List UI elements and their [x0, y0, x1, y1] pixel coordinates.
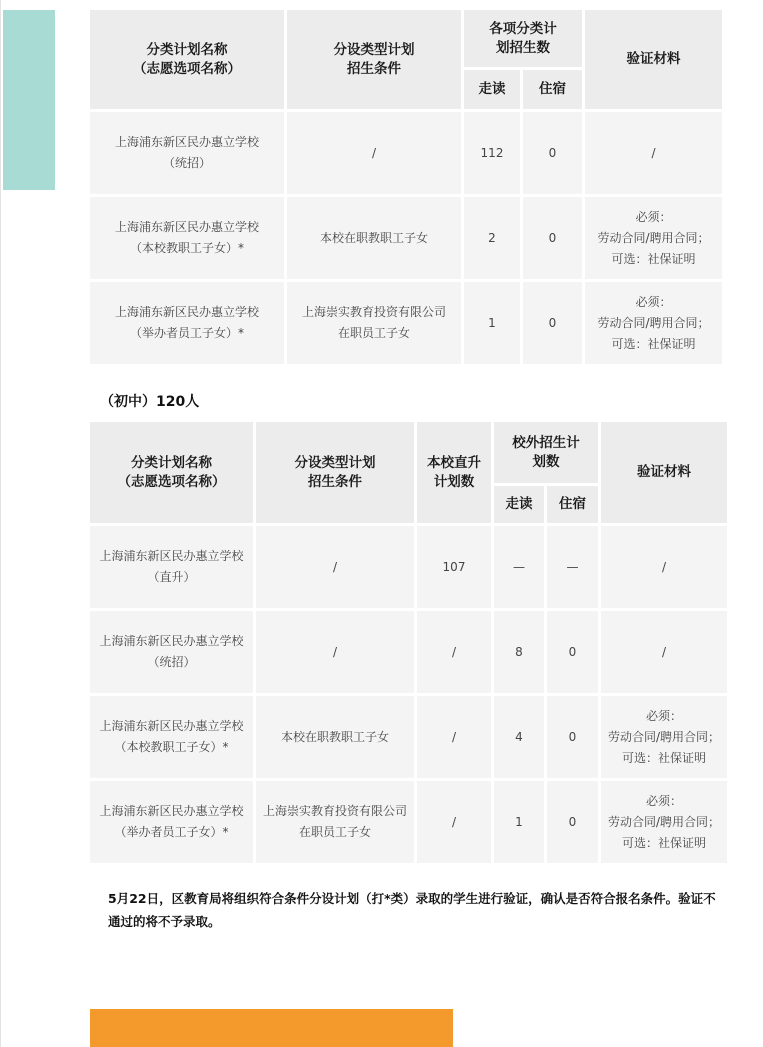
boarding-count-cell: 0	[547, 781, 598, 863]
enrollment-plan-table-1	[87, 7, 725, 367]
table-row	[90, 696, 727, 778]
materials-cell: /	[601, 611, 727, 693]
header-plan-name: 分类计划名称 （志愿选项名称）	[90, 10, 284, 109]
materials-cell: 必须： 劳动合同/聘用合同； 可选：社保证明	[585, 197, 722, 279]
table-row	[90, 611, 727, 693]
materials-cell: 必须： 劳动合同/聘用合同； 可选：社保证明	[601, 696, 727, 778]
plan-name-cell: 上海浦东新区民办惠立学校 （举办者员工子女）*	[90, 282, 284, 364]
plan-name-cell: 上海浦东新区民办惠立学校 （举办者员工子女）*	[90, 781, 253, 863]
materials-cell: 必须： 劳动合同/聘用合同； 可选：社保证明	[601, 781, 727, 863]
day-count-cell: 2	[464, 197, 520, 279]
direct-count-cell: 107	[417, 526, 491, 608]
teal-decoration-block	[3, 10, 55, 190]
header-direct-promotion: 本校直升 计划数	[417, 422, 491, 523]
day-count-cell: —	[494, 526, 544, 608]
table-row	[90, 282, 722, 364]
plan-name-cell: 上海浦东新区民办惠立学校 （本校教职工子女）*	[90, 197, 284, 279]
condition-cell: /	[256, 526, 414, 608]
boarding-count-cell: —	[547, 526, 598, 608]
orange-decoration-bar	[90, 1009, 453, 1047]
direct-count-cell: /	[417, 611, 491, 693]
direct-count-cell: /	[417, 696, 491, 778]
boarding-count-cell: 0	[523, 197, 582, 279]
plan-name-cell: 上海浦东新区民办惠立学校 （统招）	[90, 112, 284, 194]
materials-cell: /	[585, 112, 722, 194]
header-plan-count: 各项分类计 划招生数	[464, 10, 582, 67]
header-boarding: 住宿	[523, 70, 582, 109]
day-count-cell: 8	[494, 611, 544, 693]
header-enrollment-condition: 分设类型计划 招生条件	[287, 10, 461, 109]
condition-cell: /	[287, 112, 461, 194]
day-count-cell: 112	[464, 112, 520, 194]
boarding-count-cell: 0	[547, 696, 598, 778]
header-outside-enrollment: 校外招生计 划数	[494, 422, 598, 483]
header-enrollment-condition: 分设类型计划 招生条件	[256, 422, 414, 523]
direct-count-cell: /	[417, 781, 491, 863]
verification-notice: 5月22日，区教育局将组织符合条件分设计划（打*类）录取的学生进行验证，确认是否符合报名条件。验证不通过的将不予录取。	[108, 891, 716, 929]
header-verification-materials: 验证材料	[585, 10, 722, 109]
boarding-count-cell: 0	[523, 282, 582, 364]
condition-cell: 上海崇实教育投资有限公司 在职员工子女	[256, 781, 414, 863]
condition-cell: 本校在职教职工子女	[256, 696, 414, 778]
enrollment-plan-table-2	[87, 419, 730, 866]
materials-cell: /	[601, 526, 727, 608]
table-row	[90, 197, 722, 279]
plan-name-cell: 上海浦东新区民办惠立学校 （统招）	[90, 611, 253, 693]
header-day-student: 走读	[464, 70, 520, 109]
header-verification-materials: 验证材料	[601, 422, 727, 523]
table-row	[90, 112, 722, 194]
day-count-cell: 1	[464, 282, 520, 364]
materials-cell: 必须： 劳动合同/聘用合同； 可选：社保证明	[585, 282, 722, 364]
section-title-junior-high: （初中）120人	[100, 394, 200, 410]
header-plan-name: 分类计划名称 （志愿选项名称）	[90, 422, 253, 523]
plan-name-cell: 上海浦东新区民办惠立学校 （本校教职工子女）*	[90, 696, 253, 778]
boarding-count-cell: 0	[523, 112, 582, 194]
condition-cell: /	[256, 611, 414, 693]
plan-name-cell: 上海浦东新区民办惠立学校 （直升）	[90, 526, 253, 608]
page-edge-line	[0, 0, 1, 1047]
header-boarding: 住宿	[547, 486, 598, 523]
table-row	[90, 781, 727, 863]
condition-cell: 上海崇实教育投资有限公司 在职员工子女	[287, 282, 461, 364]
condition-cell: 本校在职教职工子女	[287, 197, 461, 279]
day-count-cell: 4	[494, 696, 544, 778]
header-day-student: 走读	[494, 486, 544, 523]
day-count-cell: 1	[494, 781, 544, 863]
table-row	[90, 526, 727, 608]
boarding-count-cell: 0	[547, 611, 598, 693]
